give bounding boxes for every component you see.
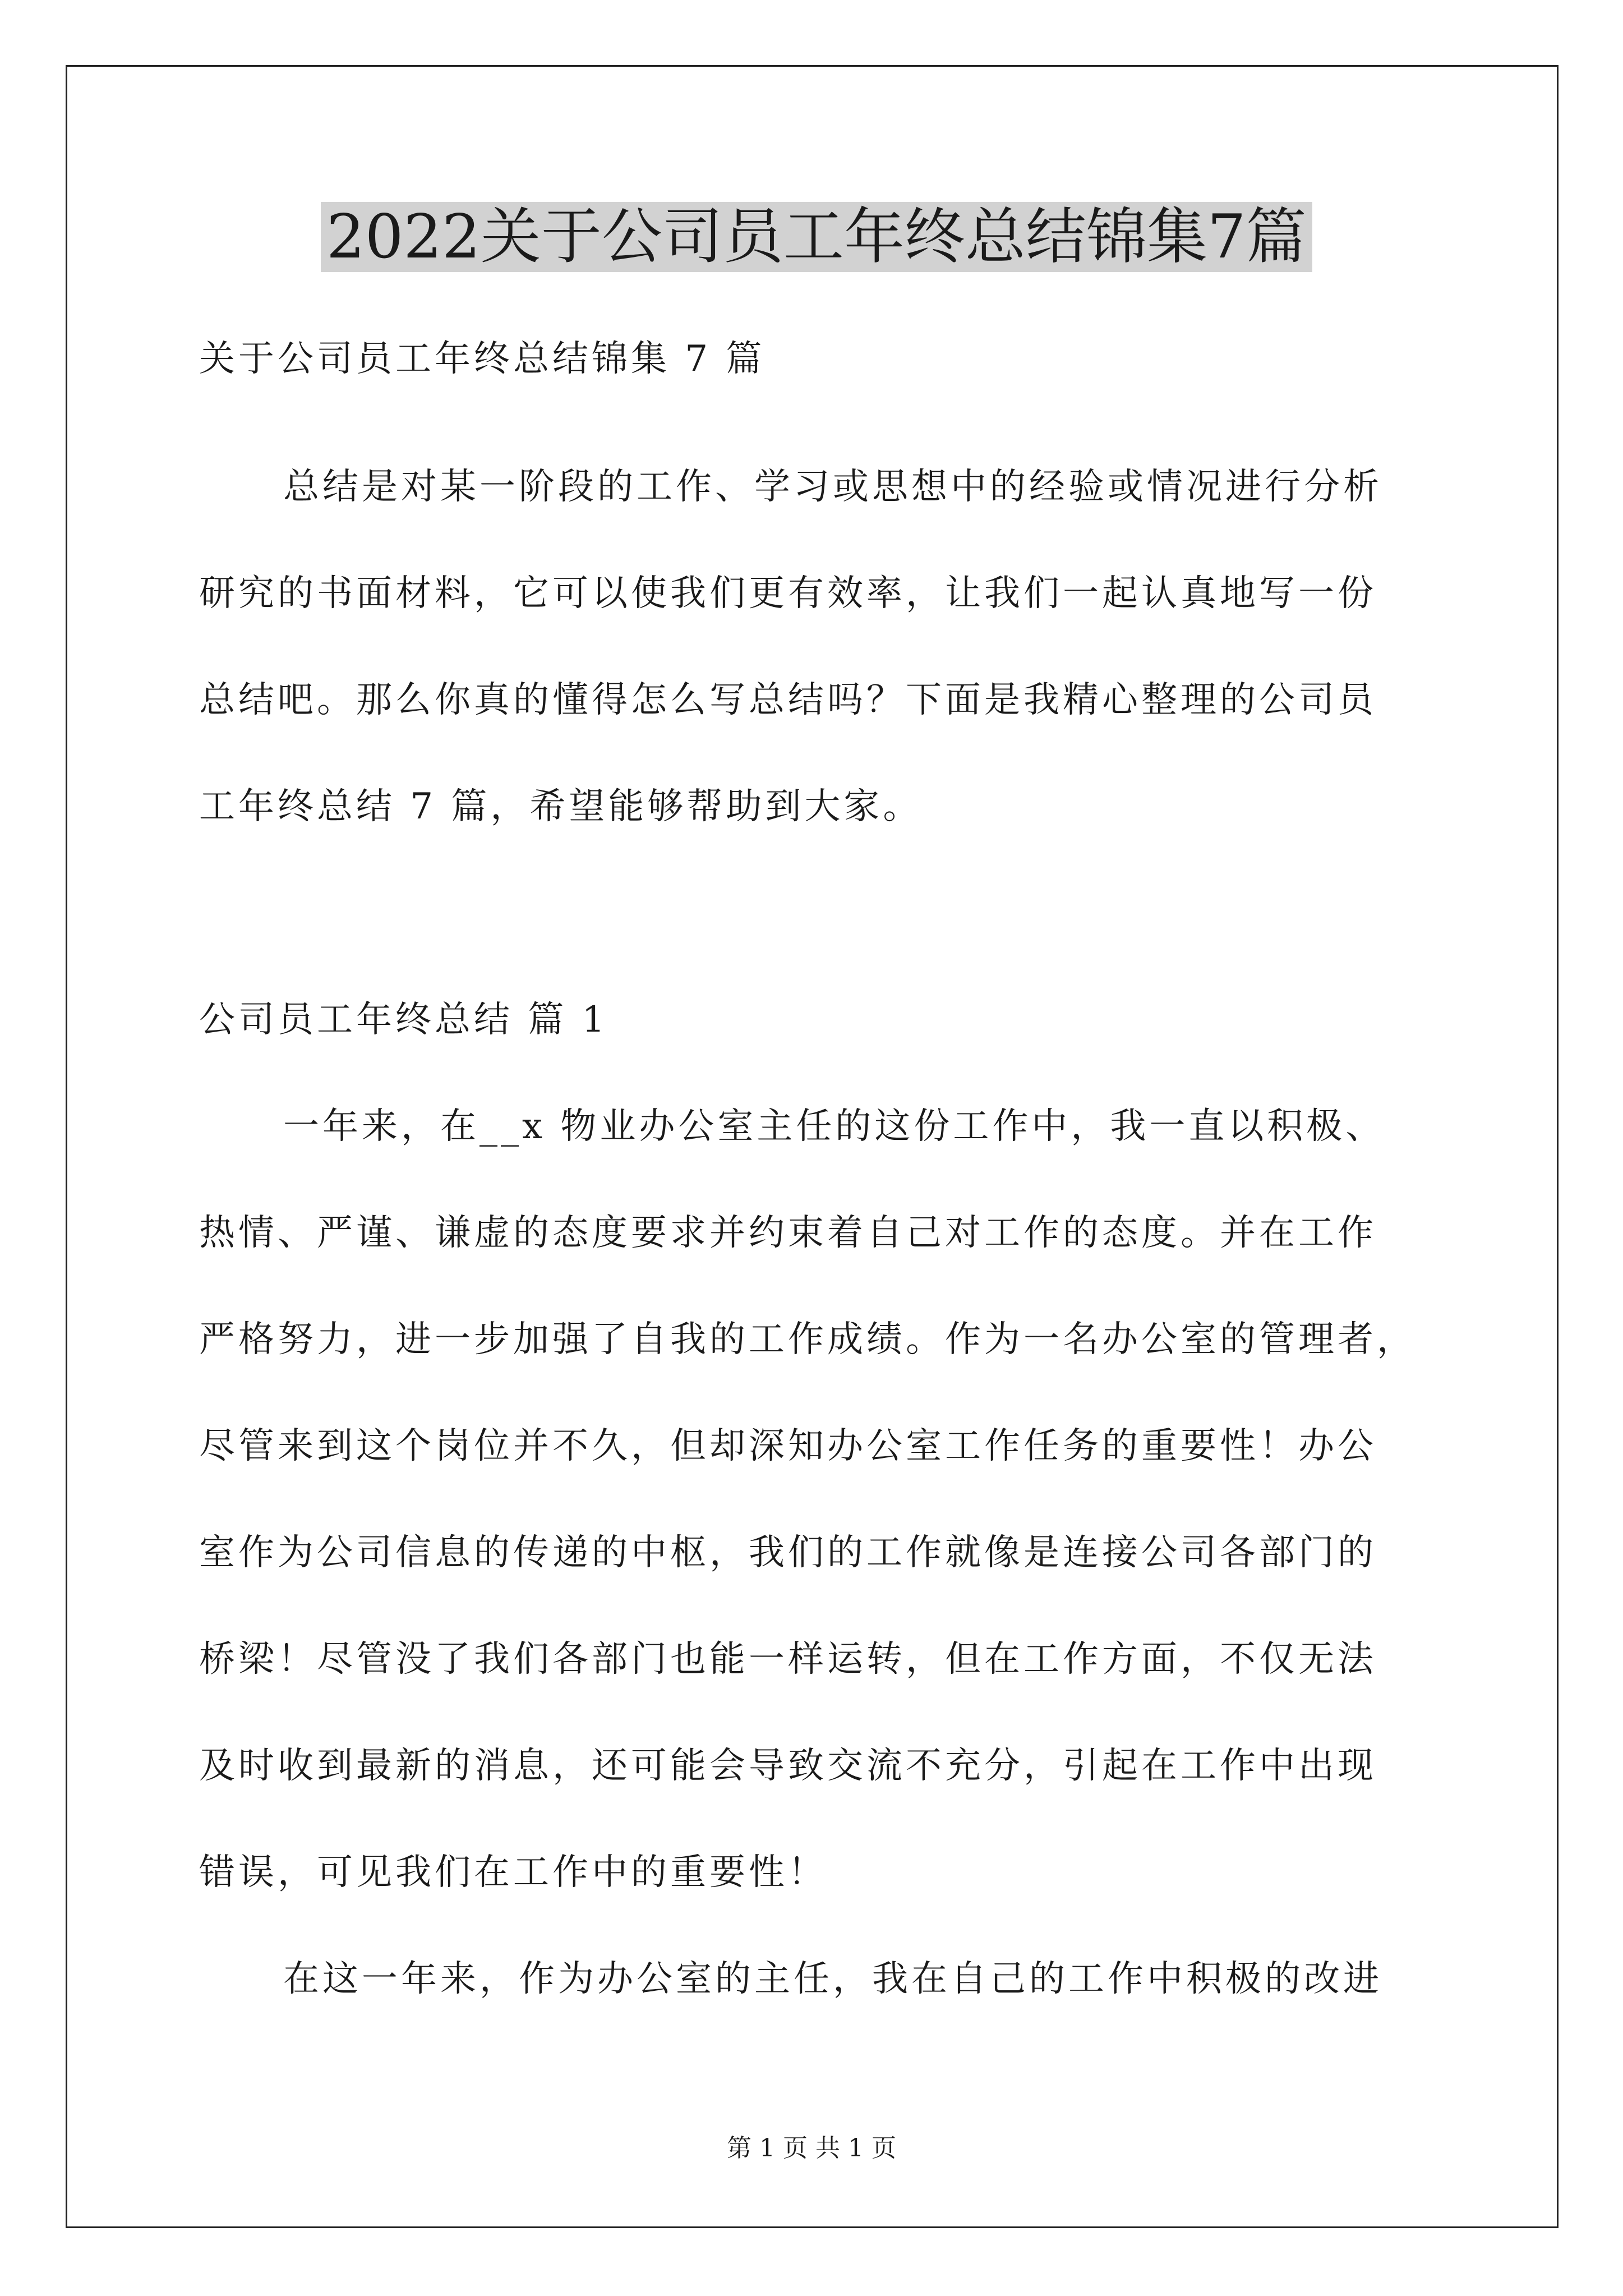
- intro-line-3: 总结吧。那么你真的懂得怎么写总结吗？下面是我精心整理的公司员: [199, 679, 1377, 721]
- para1-line-5: 室作为公司信息的传递的中枢，我们的工作就像是连接公司各部门的: [199, 1532, 1377, 1573]
- para1-line-6: 桥梁！尽管没了我们各部门也能一样运转，但在工作方面，不仅无法: [199, 1639, 1377, 1680]
- para1-line-3: 严格努力，进一步加强了自我的工作成绩。作为一名办公室的管理者，: [199, 1319, 1416, 1360]
- intro-line-2: 研究的书面材料，它可以使我们更有效率，让我们一起认真地写一份: [199, 573, 1377, 614]
- page-number-footer: 第 1 页 共 1 页: [727, 2134, 896, 2162]
- para1-line-4: 尽管来到这个岗位并不久，但却深知办公室工作任务的重要性！办公: [199, 1425, 1377, 1467]
- intro-line-1: 总结是对某一阶段的工作、学习或思想中的经验或情况进行分析: [283, 466, 1382, 508]
- document-title: 2022关于公司员工年终总结锦集7篇: [321, 202, 1312, 272]
- intro-line-4: 工年终总结 7 篇，希望能够帮助到大家。: [199, 786, 923, 827]
- para1-line-2: 热情、严谨、谦虚的态度要求并约束着自己对工作的态度。并在工作: [199, 1212, 1377, 1254]
- document-subtitle: 关于公司员工年终总结锦集 7 篇: [199, 338, 766, 380]
- para1-line-1: 一年来，在__x 物业办公室主任的这份工作中，我一直以积极、: [283, 1106, 1385, 1147]
- para1-line-7: 及时收到最新的消息，还可能会导致交流不充分，引起在工作中出现: [199, 1745, 1377, 1787]
- para1-line-8: 错误，可见我们在工作中的重要性！: [199, 1852, 827, 1893]
- section-heading: 公司员工年终总结 篇 1: [199, 999, 608, 1041]
- para2-line-1: 在这一年来，作为办公室的主任，我在自己的工作中积极的改进: [283, 1958, 1382, 2000]
